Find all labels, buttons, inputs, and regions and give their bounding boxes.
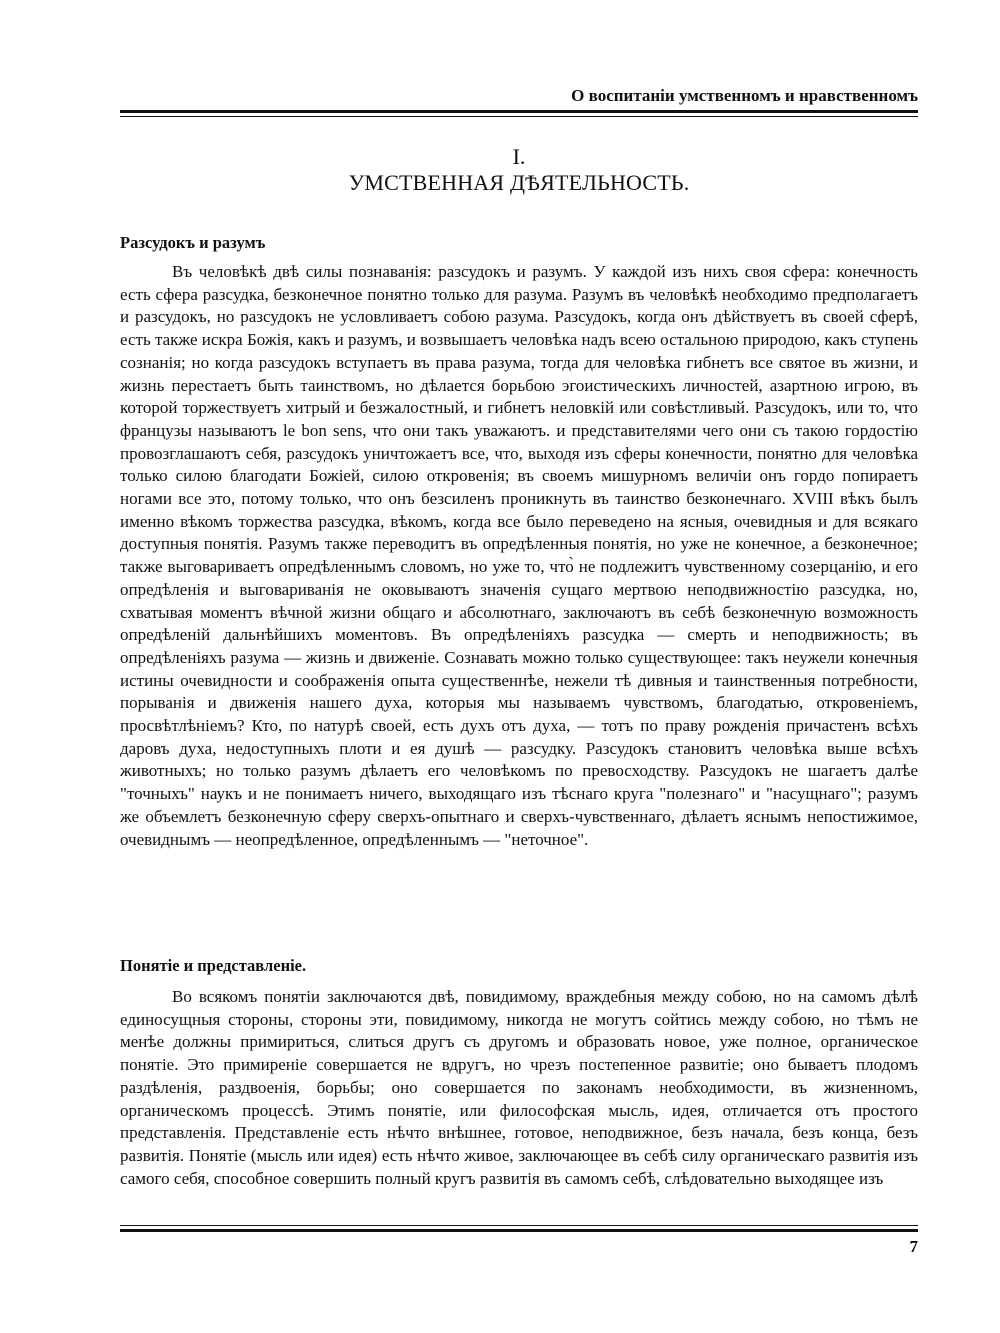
page-number: 7 <box>909 1237 918 1256</box>
section-paragraph: Въ человѣкѣ двѣ силы познаванія: разсудокъ и разумъ. У каждой изъ нихъ своя сфера: конечность есть сфера разсудка, безконечное понятно только для разума. Разумъ въ человѣкѣ необходимо предполагаетъ и разсудокъ, но разсудокъ не условливаетъ собою разума. Разсудокъ, когда онъ дѣйствуетъ въ своей сферѣ, есть также искра Божія, какъ и разумъ, и возвышаетъ человѣка надъ всею остальною природою, какъ ступень сознанія; но когда разсудокъ вступаетъ въ права разума, тогда для человѣка гибнетъ все святое въ жизни, и жизнь перестаетъ быть таинствомъ, но дѣлается борьбою эгоистическихъ личностей, азартною игрою, въ которой торжествуетъ хитрый и безжалостный, и гибнетъ неловкій или совѣстливый. Разсудокъ, или то, что французы называютъ le bon sens, что они такъ уважаютъ. и представителями чего они съ такою гордостію провозглашаютъ себя, разсудокъ уничтожаетъ все, что, выходя изъ сферы конечности, понятно для человѣка только силою благодати Божіей, силою откровенія; въ своемъ мишурномъ величіи онъ гордо попираетъ ногами все это, потому только, что онъ безсиленъ проникнуть въ таинство безконечнаго. XVIII вѣкъ былъ именно вѣкомъ торжества разсудка, вѣкомъ, когда все было переведено на ясныя, очевидныя и для всякаго доступныя понятія. Разумъ также переводитъ въ опредѣленныя понятія, но уже не конечное, а безконечное; также выговариваетъ опредѣленнымъ словомъ, но уже то, что̀ не подлежитъ чувственному созерцанію, и его опредѣленія и выговариванія не оковываютъ значенія сущаго мертвою неподвижностію разсудка, но, схватывая моментъ вѣчной жизни общаго и абсолютнаго, заключаютъ въ себѣ безконечную возможность опредѣленій дальнѣйшихъ моментовъ. Въ опредѣленіяхъ разсудка — смерть и неподвижность; въ опредѣленіяхъ разума — жизнь и движеніе. Сознавать можно только существующее: такъ неужели конечныя истины очевидности и соображенія опыта существеннѣе, нежели тѣ дивныя и таинственныя потребности, порыванія и движенія нашего духа, которыя мы называемъ чувствомъ, благодатью, откровеніемъ, просвѣтлѣніемъ? Кто, по натурѣ своей, есть духъ отъ духа, — тотъ по праву рожденія причастенъ всѣхъ даровъ духа, недоступныхъ плоти и ея душѣ — разсудку. Разсудокъ становитъ человѣка выше всѣхъ животныхъ; но только разумъ дѣлаетъ его человѣкомъ по превосходству. Разсудокъ не шагаетъ далѣе "точныхъ" наукъ и не понимаетъ ничего, выходящаго изъ тѣснаго круга "полезнаго" и "насущнаго"; разумъ же объемлетъ безконечную сферу сверхъ-опытнаго и сверхъ-чувственнаго, дѣлаетъ яснымъ непостижимое, очевиднымъ — неопредѣленное, опредѣленнымъ — "неточное". <box>120 262 918 849</box>
footer-rule-thin <box>120 1225 918 1226</box>
chapter-title: УМСТВЕННАЯ ДѢЯТЕЛЬНОСТЬ. <box>348 170 690 195</box>
running-head: О воспитаніи умственномъ и нравственномъ <box>571 86 918 105</box>
header-rule-thick <box>120 110 918 113</box>
section-heading: Понятіе и представленіе. <box>120 956 307 975</box>
header-rule-thin <box>120 116 918 117</box>
section-paragraph: Во всякомъ понятіи заключаются двѣ, повидимому, враждебныя между собою, но на самомъ дѣлѣ единосущныя стороны, стороны эти, повидимому, никогда не могутъ сойтись между собою, но тѣмъ не менѣе должны примириться, слиться другъ съ другомъ и образовать новое, уже полное, органическое понятіе. Это примиреніе совершается не вдругъ, но чрезъ постепенное развитіе; оно бываетъ плодомъ раздѣленія, раздвоенія, борьбы; оно совершается по законамъ необходимости, въ жизненномъ, органическомъ процессѣ. Этимъ понятіе, или философская мысль, идея, отличается отъ простого представленія. Представленіе есть нѣчто внѣшнее, готовое, неподвижное, безъ начала, безъ конца, безъ развитія. Понятіе (мысль или идея) есть нѣчто живое, заключающее въ себѣ силу органическаго развитія изъ самого себя, способное совершить полный кругъ развитія въ самомъ себѣ, слѣдовательно выходящее изъ <box>120 987 918 1188</box>
footer-rule-thick <box>120 1229 918 1232</box>
section-heading: Разсудокъ и разумъ <box>120 233 266 252</box>
chapter-number: I. <box>512 144 526 169</box>
